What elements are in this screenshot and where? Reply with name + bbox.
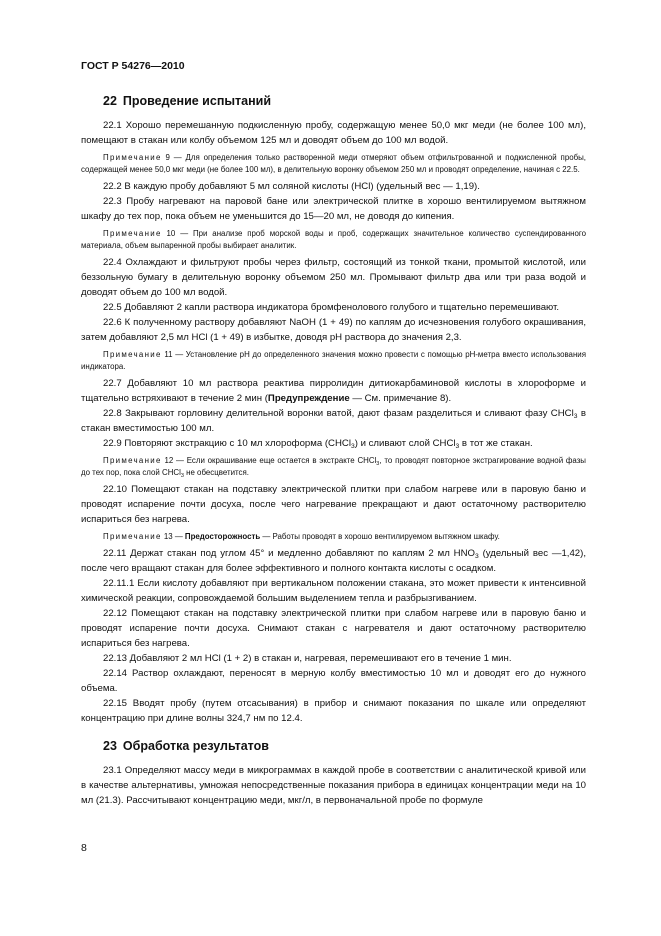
note-paragraph: Примечание 13 — Предосторожность — Работы проводят в хорошо вентилируемом вытяжном шкафу.: [103, 532, 500, 541]
section-heading: [81, 92, 586, 110]
note-paragraph: Примечание 11 — Установление pH до определенного значения можно провести с помощью pH-метра вместо использования индикатора.: [81, 350, 586, 371]
body-paragraph: 22.2 В каждую пробу добавляют 5 мл соляной кислоты (HCl) (удельный вес — 1,19).: [103, 181, 480, 192]
section-heading: [81, 737, 586, 755]
note-paragraph: Примечание 12 — Если окрашивание еще остается в экстракте CHCl$_3$, то проводят повторное экстрагирование водной фазы до тех пор, пока слой CHCl$_3$ не обесцветится.: [81, 456, 586, 479]
document-body: [81, 92, 586, 808]
body-paragraph: 22.4 Охлаждают и фильтруют пробы через фильтр, состоящий из тонкой ткани, промытой кислотой, или беззольную бумагу в делительную воронку объемом 250 мл. Промывают фильтр два или три раза водой и доводят объем до 100 мл водой.: [81, 257, 586, 298]
body-paragraph: 22.14 Раствор охлаждают, переносят в мерную колбу вместимостью 10 мл и доводят его до нужного объема.: [81, 668, 586, 694]
section-number: 23: [103, 739, 117, 753]
body-paragraph: 22.9 Повторяют экстракцию с 10 мл хлороформа (CHCl$_3$) и сливают слой CHCl$_3$ в тот же стакан.: [103, 438, 533, 450]
body-paragraph: 22.12 Помещают стакан на подставку электрической плитки при слабом нагреве или в паровую баню и проводят испарение почти досуха. Снимают стакан с нагревателя и дают остаточному растворителю испариться без нагрева.: [81, 608, 586, 649]
body-paragraph: 22.1 Хорошо перемешанную подкисленную пробу, содержащую менее 50,0 мкг меди (не более 100 мл), помещают в стакан или колбу объемом 125 мл и доводят объем до 100 мл водой.: [81, 120, 586, 146]
body-paragraph: 22.6 К полученному раствору добавляют NaOH (1 + 49) по каплям до исчезновения голубого окрашивания, затем добавляют 2,5 мл HCl (1 + 49) в избытке, доводя pH раствора до значения 2,3.: [81, 317, 586, 343]
page-number: 8: [81, 842, 87, 854]
body-paragraph: 22.5 Добавляют 2 капли раствора индикатора бромфенолового голубого и тщательно перемешивают.: [103, 302, 560, 313]
section-body: [81, 763, 586, 808]
body-paragraph: 22.3 Пробу нагревают на паровой бане или электрической плитке в хорошо вентилируемом вытяжном шкафу до тех пор, пока объем не уменьшится до 15—20 мл, не доводя до кипения.: [81, 196, 586, 222]
section-title: Обработка результатов: [122, 739, 269, 753]
section-23: [81, 737, 586, 808]
note-paragraph: Примечание 10 — При анализе проб морской воды и проб, содержащих значительное количество суспендированного материала, объем выпаренной пробы выбирает аналитик.: [81, 229, 586, 250]
body-paragraph: 22.10 Помещают стакан на подставку электрической плитки при слабом нагреве или в паровую баню и проводят испарение почти досуха, после чего нагревание прекращают и дают остаточному растворителю испариться без нагрева.: [81, 484, 586, 525]
section-22: [81, 92, 586, 726]
document-header: ГОСТ Р 54276—2010: [81, 60, 185, 72]
section-title: Проведение испытаний: [122, 94, 272, 108]
body-paragraph: 22.13 Добавляют 2 мл HCl (1 + 2) в стакан и, нагревая, перемешивают его в течение 1 мин.: [103, 653, 512, 664]
section-number: 22: [103, 94, 117, 108]
body-paragraph: 22.15 Вводят пробу (путем отсасывания) в прибор и снимают показания по шкале или определяют концентрацию при длине волны 324,7 нм по 12.4.: [81, 698, 586, 724]
body-paragraph: 23.1 Определяют массу меди в микрограммах в каждой пробе в соответствии с аналитической кривой или в качестве альтернативы, умножая непосредственные показания прибора в единицах концентрации меди на 10 мл (21.3). Рассчитывают концентрацию меди, мкг/л, в первоначальной пробе по формуле: [81, 765, 586, 806]
body-paragraph: 22.8 Закрывают горловину делительной воронки ватой, дают фазам разделиться и сливают фазу CHCl$_3$ в стакан вместимостью 100 мл.: [81, 408, 586, 434]
body-paragraph: 22.11 Держат стакан под углом 45° и медленно добавляют по каплям 2 мл $HNO_3$ (удельный вес —1,42), после чего вращают стакан для более эффективного и полного контакта кислоты с осадком.: [81, 548, 587, 574]
body-paragraph: 22.7 Добавляют 10 мл раствора реактива пирролидин дитиокарбаминовой кислоты в хлороформе и тщательно встряхивают в течение 2 мин (Предупреждение — См. примечание 8).: [81, 378, 586, 404]
section-body: [81, 118, 586, 726]
body-paragraph: 22.11.1 Если кислоту добавляют при вертикальном положении стакана, это может привести к интенсивной химической реакции, сопровождаемой большим выделением тепла и разбрызгиванием.: [81, 578, 586, 604]
note-paragraph: Примечание 9 — Для определения только растворенной меди отмеряют объем отфильтрованной и подкисленной пробы, содержащей менее 50,0 мкг меди (не более 100 мл), в делительную воронку объемом 250 мл и проводят определение, начиная с 22.5.: [81, 153, 586, 174]
